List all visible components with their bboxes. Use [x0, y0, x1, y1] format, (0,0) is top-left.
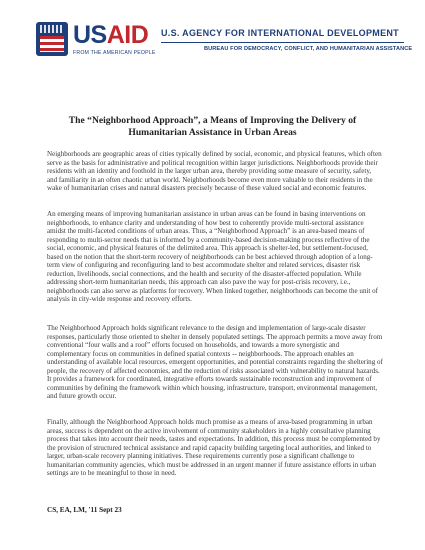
paragraph-2: An emerging means of improving humanitarian assistance in urban areas can be found in basing interventions on neighborhoods, to enhance clarity and understanding of how best to coherently provide multi-sectoral assistance amidst the multi-faceted conditions of urban areas. Thus, a “Neighborhood Approach” is an area-based means of responding to multi-sector needs that is informed by a community-based decision-making process reflective of the social, economic, and physical features of the delimited area. This approach is shelter-led, but settlement-focused, based on the notion that the short-term recovery of neighborhoods can be best achieved through adoption of a long-term view of configuring and reconfiguring land to best accommodate shelter and related services, disaster risk reduction, livelihoods, social connections, and the health and security of the disaster-affected population. While addressing short-term humanitarian needs, this approach can also pave the way for post-crisis recovery, i.e., neighborhoods can also serve as platforms for recovery. When linked together, neighborhoods can become the unit of analysis in city-wide response and recovery efforts. — [47, 210, 379, 304]
agency-name: U.S. AGENCY FOR INTERNATIONAL DEVELOPMENT — [161, 28, 399, 38]
usaid-seal-icon — [36, 22, 68, 56]
header-rule — [161, 42, 404, 43]
title-line-1: The “Neighborhood Approach”, a Means of Improving the Delivery of — [68, 115, 357, 126]
paragraph-4: Finally, although the Neighborhood Approach holds much promise as a means of area-based programming in urban areas, success is dependent on the active involvement of community stakeholders in a highly consultative planning process that takes into account their needs, tastes and expectations. In addition, this process must be complemented by the provision of structured technical assistance and rapid capacity building targeting local authorities, and linked to larger, urban-scale recovery planning initiatives. These requirements currently pose a significant challenge to humanitarian community agencies, which must be addressed in an urgent manner if future assistance efforts in urban settings are to be meaningful to those in need. — [47, 418, 381, 478]
bureau-name: BUREAU FOR DEMOCRACY, CONFLICT, AND HUMANITARIAN ASSISTANCE — [204, 46, 413, 52]
title-line-2: Humanitarian Assistance in Urban Areas — [128, 127, 297, 138]
footer-reference: CS, EA, LM, '11 Sept 23 — [47, 506, 122, 514]
letterhead — [36, 21, 413, 62]
logo-tagline: FROM THE AMERICAN PEOPLE — [73, 50, 156, 56]
paragraph-3: The Neighborhood Approach holds significant relevance to the design and implementation of large-scale disaster responses, particularly those oriented to shelter in densely populated settings. The approach permits a move away from conventional “four walls and a roof” efforts focused on households, and towards a more synergistic and complementary focus on communities in defined spatial contexts -- neighborhoods. The approach enables an understanding of available local resources, emergent opportunities, and potential constraints regarding the sheltering of people, the recovery of affected economies, and the reduction of risks associated with vulnerability to natural hazards. It provides a framework for coordinated, integrative efforts towards sustainable reconstruction and improvement of communities by defining the framework within which housing, infrastructure, transport, environmental management, and future growth occur. — [47, 324, 383, 401]
document-title — [40, 115, 385, 139]
usaid-logo: USAID — [73, 21, 149, 49]
paragraph-1: Neighborhoods are geographic areas of cities typically defined by social, economic, and physical features, which often serve as the basis for administrative and political recognition within larger jurisdictions. Neighborhoods provide their residents with an identity and foothold in the larger urban area, thereby providing some measure of security, safety, and familiarity in an often chaotic urban world. Neighborhoods become even more valuable to their residents in the wake of humanitarian crises and natural disasters precisely because of these valued social and economic features. — [47, 150, 382, 193]
